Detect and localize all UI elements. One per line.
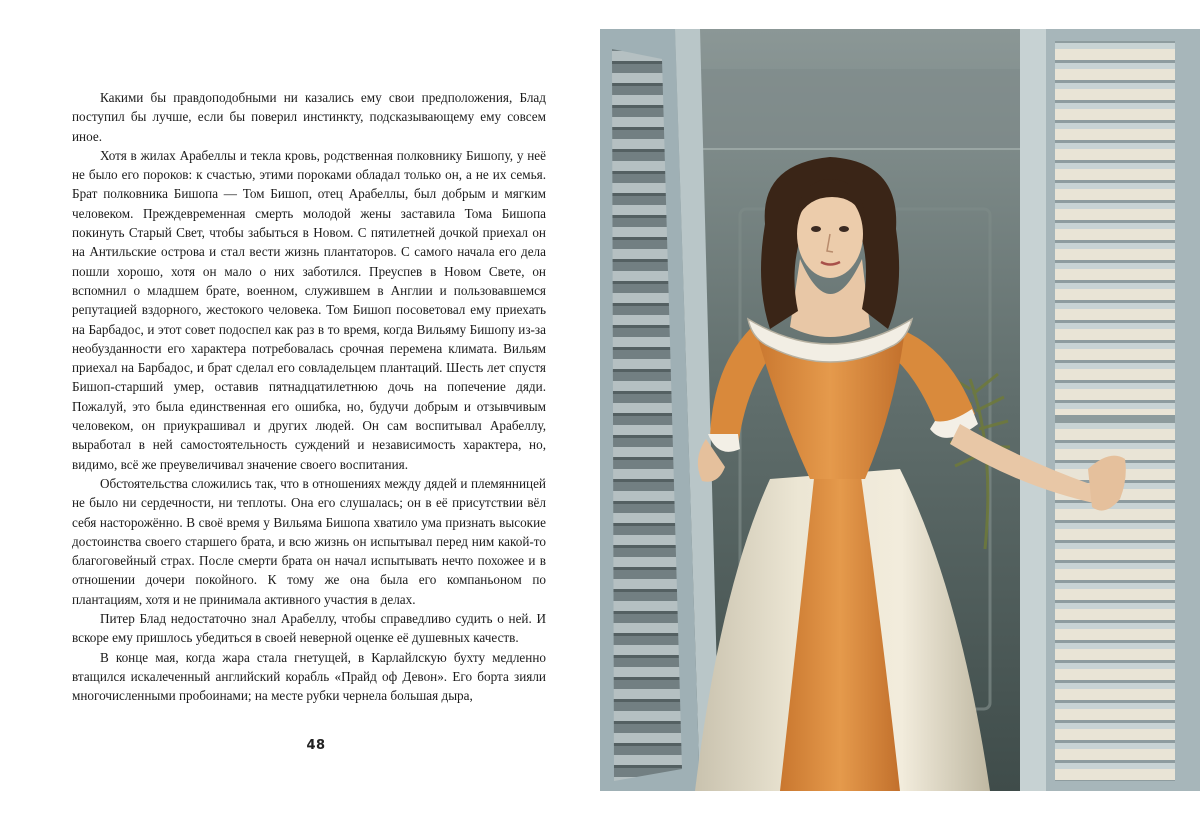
page-number: 48 [306,738,326,753]
paragraph: В конце мая, когда жара стала гнетущей, в Карлайлскую бухту медленно втащился искалеченный английский корабль «Прайд оф Девон». Его борта зияли многочисленными пробоинами; на месте рубки чернела большая дыра, [72,649,546,704]
text-page [72,88,546,728]
paragraph: Хотя в жилах Арабеллы и текла кровь, родственная полковнику Бишопу, у неё не было его пороков: к счастью, этими пороками обладал только он, а не их семья. Брат полковника Бишопа — Том Бишоп, отец Арабеллы, был добрым и мягким человеком. Преждевременная смерть молодой жены заставила Тома Бишопа покинуть Старый Свет, чтобы забыться в Новом. С пятилетней дочкой приехал он на Антильские острова и стал вести жизнь плантаторов. С самого начала его дела пошли хорошо, хотя он мало о них заботился. Преуспев в Новом Свете, он вспомнил о младшем брате, военном, служившем в Англии и пользовавшемся репутацией вздорного, жестокого человека. Том Бишоп посоветовал ему приехать на Барбадос, и этот совет подоспел как раз в то время, когда Вильяму Бишопу из-за необузданности его характера потребовалась срочная перемена климата. Вильям приехал на Барбадос, и брат сделал его совладельцем плантаций. Шесть лет спустя Бишоп-старший умер, оставив пятнадцатилетнюю дочь на попечение дяди. Пожалуй, это была единственная его ошибка, но, будучи добрым и отзывчивым человеком, он приукрашивал и других людей. Он сам воспитывал Арабеллу, выработал в ней самостоятельность суждений и независимость характера, но, видимо, всё же преувеличивал значение своего воспитания. [72,147,546,472]
paragraph: Какими бы правдоподобными ни казались ему свои предположения, Блад поступил бы лучше, если бы поверил инстинкту, подсказывающему ему совсем иное. [72,90,546,144]
ceiling-molding [680,69,1020,149]
left-shutter [600,29,720,791]
paragraph: Питер Блад недостаточно знал Арабеллу, чтобы справедливо судить о ней. И вскоре ему пришлось убедиться в своей неверной оценке её душевных качеств. [72,611,546,646]
paragraph: Обстоятельства сложились так, что в отношениях между дядей и племянницей не было ни сердечности, ни теплоты. Она его слушалась; он в её присутствии вёл себя насторожённо. В своё время у Вильяма Бишопа хватило ума признать высокие достоинства своего старшего брата, и всю жизнь он испытывал перед ним какой-то благоговейный страх. После смерти брата он начал испытывать нечто похожее и в отношении дочери покойного. К тому же она была его компаньоном по плантациям, хотя и не принимала активного участия в делах. [72,475,546,607]
illustration-woman-at-window [600,29,1200,791]
right-shutter [1020,29,1200,791]
